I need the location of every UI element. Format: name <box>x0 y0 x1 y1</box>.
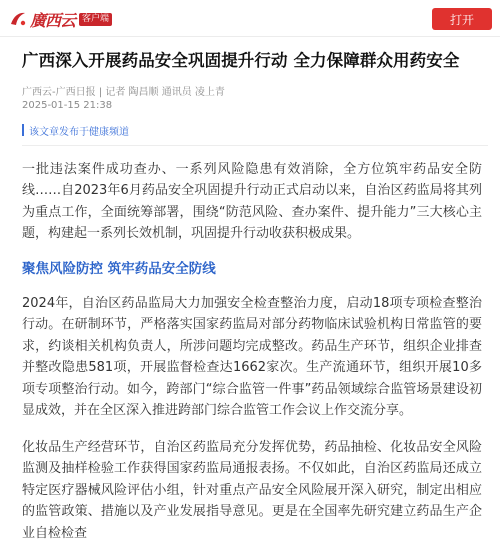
logo-client-tag: 客户端 <box>79 13 112 26</box>
logo-wordmark: 廣西云 <box>30 10 76 30</box>
channel-accent-bar <box>22 124 24 136</box>
channel-link[interactable] <box>22 123 129 137</box>
divider <box>22 145 488 146</box>
section-subheading: 聚焦风险防控 筑牢药品安全防线 <box>22 261 216 277</box>
app-logo[interactable] <box>8 8 112 30</box>
article-paragraph-1: 一批违法案件成功查办、一系列风险隐患有效消除，全方位筑牢药品安全防线……自2023年6月药品安全巩固提升行动正式启动以来，自治区药监局将其列为重点工作，全面统筹部署，围绕“防范风险、查办案件、提升能力”三大核心主题，构建起一系列长效机制，巩固提升行动收获积极成果。 <box>22 162 482 242</box>
article-paragraph-2: 2024年，自治区药品监局大力加强安全检查整治力度，启动18项专项检查整治行动。在研制环节，严格落实国家药监局对部分药物临床试验机构日常监管的要求，约谈相关机构负责人，所涉问题均完成整改。药品生产环节，组织企业排查并整改隐患581项，开展监督检查达1662家次。生产流通环节，组织开展10多项专项整治行动。如今，跨部门“综合监管一件事”药品领域综合监管场景建设初显成效，并在全区深入推进跨部门综合监管工作会议上作交流分享。 <box>22 296 482 419</box>
logo-swoosh-icon <box>8 9 28 29</box>
article-title: 广西深入开展药品安全巩固提升行动 全力保障群众用药安全 <box>22 51 460 70</box>
article-source: 广西云-广西日报 | 记者 陶昌顺 通讯员 凌上青 <box>22 87 225 98</box>
article-paragraph-3: 化妆品生产经营环节，自治区药监局充分发挥优势，药品抽检、化妆品安全风险监测及抽样检验工作获得国家药监局通报表扬。不仅如此，自治区药监局还成立特定医疗器械风险评估小组，针对重点产品安全风险展开深入研究，制定出相应的监管政策、措施以及产业发展指导意见。更是在全国率先研究建立药品生产企业自检检查 <box>22 440 482 541</box>
open-app-button[interactable]: 打开 <box>432 8 492 30</box>
channel-link-text[interactable]: 该文章发布于健康频道 <box>29 126 129 138</box>
article-timestamp: 2025-01-15 21:38 <box>22 100 113 111</box>
top-bar <box>0 0 500 37</box>
